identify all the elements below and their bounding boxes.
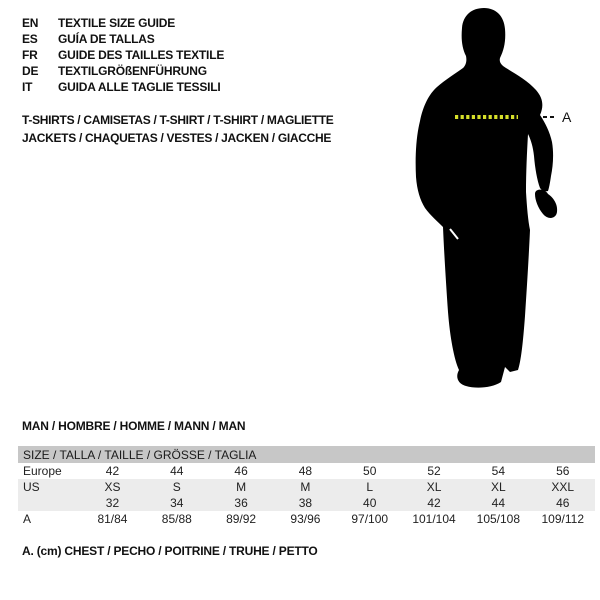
language-row [22,47,224,63]
gender-heading: MAN / HOMBRE / HOMME / MANN / MAN [22,419,246,433]
language-title: GUIDE DES TAILLES TEXTILE [58,48,225,62]
measurement-footnote: A. (cm) CHEST / PECHO / POITRINE / TRUHE / PETTO [22,544,318,558]
size-cell: 85/88 [161,512,192,526]
language-code: EN [22,16,39,30]
size-cell: 44 [491,496,506,510]
row-label [18,495,80,511]
language-title: GUIDA ALLE TAGLIE TESSILI [58,80,221,94]
size-cell: 46 [234,464,248,478]
size-cell: 42 [105,464,120,478]
size-table [18,446,595,527]
size-table-body [18,463,595,527]
size-cell: 54 [491,464,506,478]
category-line: T-SHIRTS / CAMISETAS / T-SHIRT / T-SHIRT / MAGLIETTE [22,113,334,127]
man-hand-glove [535,190,557,218]
size-table-header-row [18,446,595,463]
language-row [22,63,224,79]
size-cell: 93/96 [290,512,321,526]
size-cell: 105/108 [476,512,521,526]
row-label: Europe [23,464,62,478]
language-title: GUÍA DE TALLAS [58,32,155,46]
language-row [22,79,224,95]
measure-label-a: A [562,109,572,125]
size-cell: 32 [105,496,120,510]
row-label: A [23,512,32,526]
size-cell: 40 [363,496,377,510]
size-table-row [18,479,595,495]
size-table-row [18,511,595,527]
language-code: DE [22,64,39,78]
size-cell: XL [491,480,506,494]
category-list [22,111,334,147]
size-table-header: SIZE / TALLA / TAILLE / GRÖSSE / TAGLIA [18,446,595,463]
row-label: US [23,480,40,494]
size-cell: L [366,480,374,494]
size-table-row [18,495,595,511]
language-code: ES [22,32,38,46]
language-title: TEXTILGRÖßENFÜHRUNG [58,64,207,78]
language-code: FR [22,48,38,62]
language-list [22,15,224,95]
size-cell: 44 [170,464,184,478]
language-row [22,15,224,31]
size-cell: 46 [556,496,570,510]
size-cell: 101/104 [412,512,456,526]
size-cell: 97/100 [351,512,389,526]
size-cell: 89/92 [226,512,257,526]
size-cell: XXL [551,480,575,494]
language-code: IT [22,80,33,94]
man-silhouette-shape [416,8,553,388]
size-cell: 81/84 [97,512,128,526]
size-cell: 38 [298,496,313,510]
man-figure [400,0,600,400]
size-cell: M [300,480,311,494]
language-title: TEXTILE SIZE GUIDE [58,16,176,30]
size-cell: XS [104,480,121,494]
size-cell: M [236,480,247,494]
size-cell: 56 [556,464,570,478]
size-cell: 52 [427,464,441,478]
size-cell: 50 [363,464,377,478]
language-row [22,31,224,47]
size-cell: S [172,480,181,494]
size-cell: 42 [427,496,441,510]
size-cell: XL [426,480,442,494]
size-table-row [18,463,595,479]
size-cell: 109/112 [541,512,584,526]
size-cell: 36 [234,496,248,510]
size-cell: 34 [170,496,184,510]
size-cell: 48 [298,464,313,478]
category-line: JACKETS / CHAQUETAS / VESTES / JACKEN / GIACCHE [22,131,332,145]
